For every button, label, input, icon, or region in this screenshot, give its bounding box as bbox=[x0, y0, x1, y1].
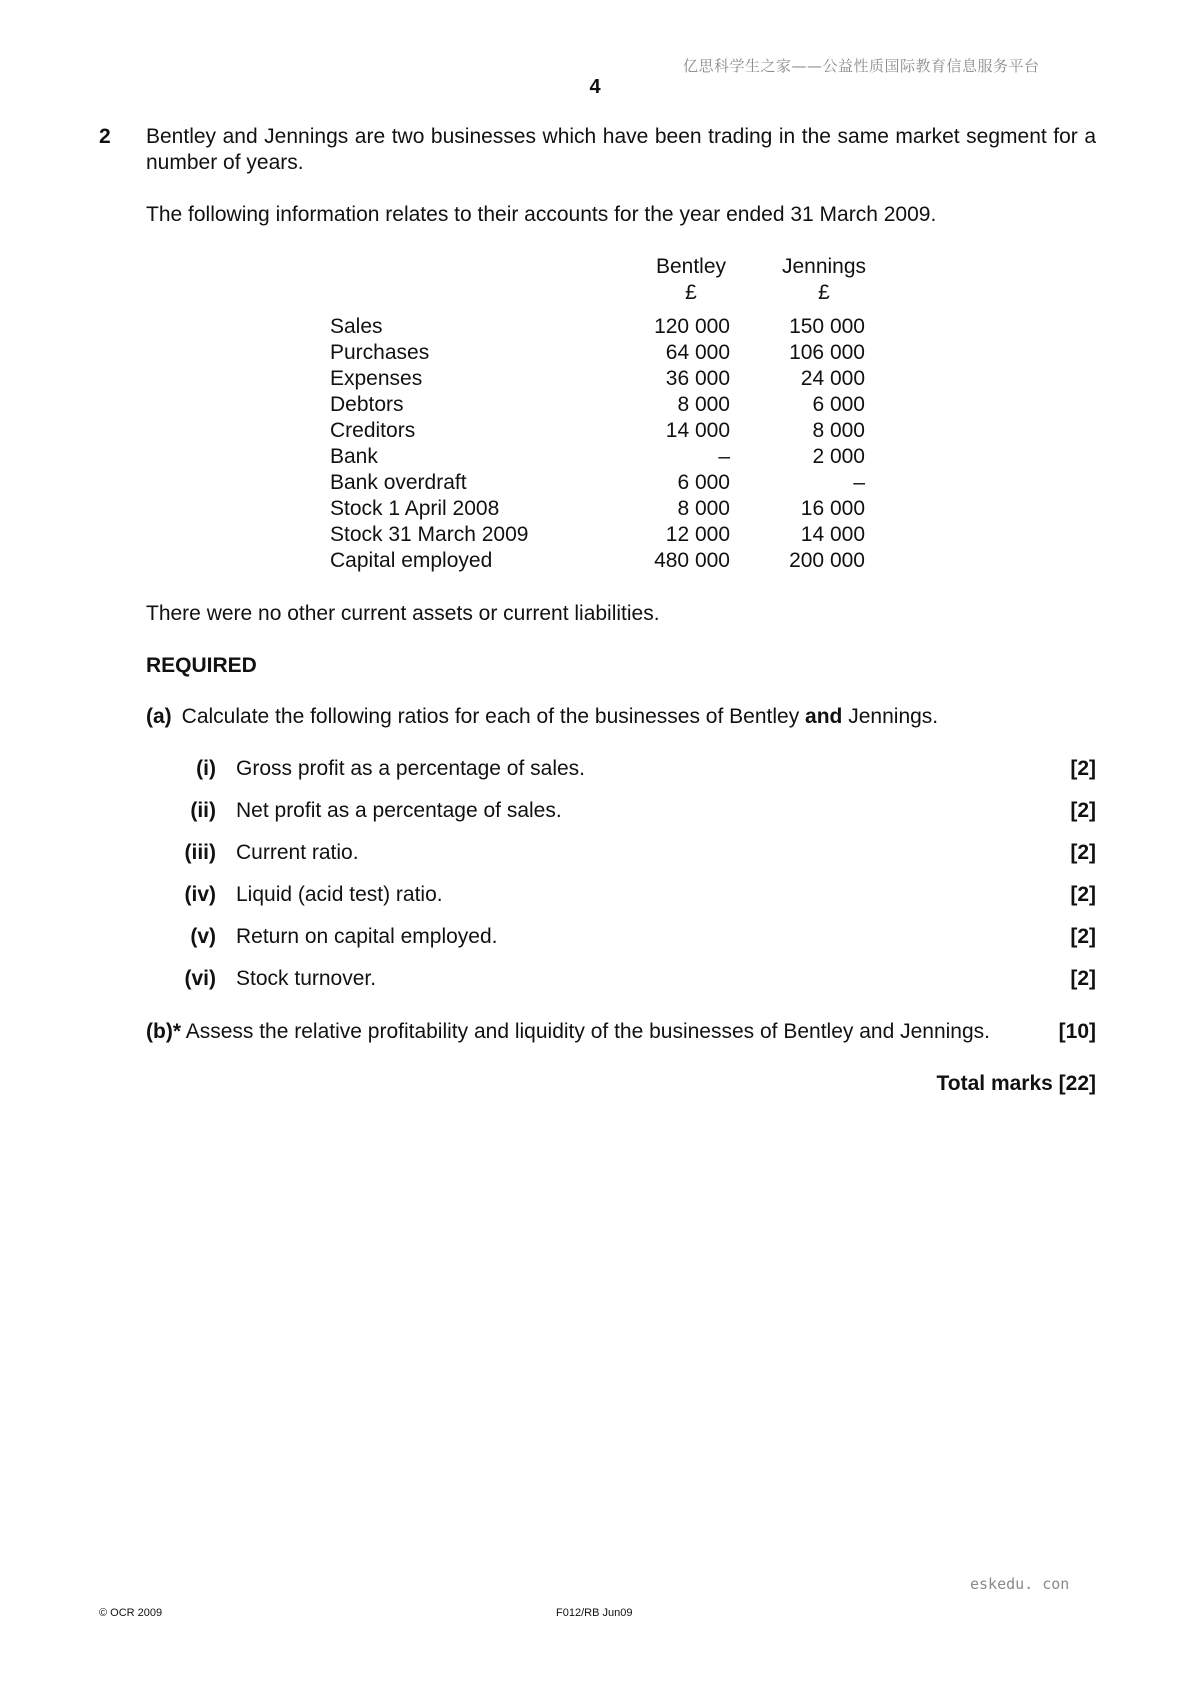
header-jennings-currency: £ bbox=[818, 281, 830, 304]
sub-question-number: (i) bbox=[196, 757, 216, 780]
sub-question-number: (v) bbox=[190, 925, 216, 948]
part-a-label: (a) bbox=[146, 705, 172, 728]
sub-question-text: Gross profit as a percentage of sales. bbox=[236, 757, 586, 780]
watermark-top: 亿思科学生之家——公益性质国际教育信息服务平台 bbox=[683, 57, 1040, 75]
sub-question-text: Current ratio. bbox=[236, 841, 359, 864]
sub-question bbox=[146, 799, 1096, 827]
sub-question bbox=[146, 757, 1096, 785]
row-label: Bank overdraft bbox=[330, 471, 467, 494]
row-label: Creditors bbox=[330, 419, 416, 442]
table-row bbox=[330, 522, 870, 548]
row-label: Expenses bbox=[330, 367, 423, 390]
sub-question-marks: [2] bbox=[1070, 841, 1096, 864]
part-a-text-before: Calculate the following ratios for each of the businesses of Bentley bbox=[181, 705, 800, 728]
sub-question-marks: [2] bbox=[1070, 925, 1096, 948]
sub-question-text: Net profit as a percentage of sales. bbox=[236, 799, 562, 822]
footer-copyright: © OCR 2009 bbox=[99, 1607, 163, 1619]
bentley-value: 6 000 bbox=[677, 471, 730, 494]
part-b-text: Assess the relative profitability and liquidity of the businesses of Bentley and Jennings. bbox=[185, 1020, 990, 1043]
part-a-text-after: Jennings. bbox=[848, 705, 939, 728]
row-label: Stock 31 March 2009 bbox=[330, 523, 529, 546]
jennings-value: 2 000 bbox=[812, 445, 865, 468]
jennings-value: 150 000 bbox=[789, 315, 865, 338]
accounts-table bbox=[330, 254, 870, 574]
jennings-value: 14 000 bbox=[800, 523, 865, 546]
note-text: There were no other current assets or current liabilities. bbox=[146, 602, 660, 625]
part-b-marks: [10] bbox=[1058, 1020, 1096, 1043]
page-number: 4 bbox=[589, 76, 601, 98]
table-row bbox=[330, 392, 870, 418]
sub-question-text: Liquid (acid test) ratio. bbox=[236, 883, 443, 906]
jennings-value: – bbox=[853, 471, 865, 494]
table-row bbox=[330, 340, 870, 366]
jennings-value: 16 000 bbox=[800, 497, 865, 520]
row-label: Bank bbox=[330, 445, 378, 468]
row-label: Sales bbox=[330, 315, 383, 338]
jennings-value: 8 000 bbox=[812, 419, 865, 442]
bentley-value: 480 000 bbox=[654, 549, 730, 572]
row-label: Stock 1 April 2008 bbox=[330, 497, 500, 520]
table-row bbox=[330, 444, 870, 470]
sub-question bbox=[146, 841, 1096, 869]
bentley-value: 36 000 bbox=[665, 367, 730, 390]
sub-question bbox=[146, 967, 1096, 995]
sub-question-marks: [2] bbox=[1070, 757, 1096, 780]
sub-question-number: (iv) bbox=[184, 883, 216, 906]
bentley-value: – bbox=[718, 445, 730, 468]
question-number: 2 bbox=[99, 125, 111, 148]
header-jennings bbox=[764, 254, 884, 306]
total-marks: Total marks [22] bbox=[936, 1072, 1096, 1095]
footer-paper-code: F012/RB Jun09 bbox=[556, 1607, 633, 1619]
jennings-value: 200 000 bbox=[789, 549, 865, 572]
sub-question-marks: [2] bbox=[1070, 967, 1096, 990]
header-bentley-currency: £ bbox=[685, 281, 697, 304]
bentley-value: 120 000 bbox=[654, 315, 730, 338]
bentley-value: 12 000 bbox=[665, 523, 730, 546]
question-info: The following information relates to their accounts for the year ended 31 March 2009. bbox=[146, 203, 937, 226]
sub-question bbox=[146, 883, 1096, 911]
table-row bbox=[330, 548, 870, 574]
part-a-prompt bbox=[146, 705, 938, 729]
table-row bbox=[330, 366, 870, 392]
table-body bbox=[330, 314, 870, 574]
sub-question-text: Stock turnover. bbox=[236, 967, 377, 990]
table-row bbox=[330, 470, 870, 496]
row-label: Purchases bbox=[330, 341, 430, 364]
sub-question-number: (ii) bbox=[190, 799, 216, 822]
row-label: Capital employed bbox=[330, 549, 493, 572]
table-row bbox=[330, 496, 870, 522]
table-row bbox=[330, 314, 870, 340]
required-heading: REQUIRED bbox=[146, 654, 257, 677]
bentley-value: 8 000 bbox=[677, 393, 730, 416]
sub-question-number: (vi) bbox=[184, 967, 216, 990]
header-bentley bbox=[631, 254, 751, 306]
table-row bbox=[330, 418, 870, 444]
jennings-value: 106 000 bbox=[789, 341, 865, 364]
sub-question-text: Return on capital employed. bbox=[236, 925, 498, 948]
part-a-text-bold: and bbox=[805, 705, 843, 728]
bentley-value: 64 000 bbox=[665, 341, 730, 364]
sub-question-marks: [2] bbox=[1070, 883, 1096, 906]
part-b-label: (b)* bbox=[146, 1020, 181, 1043]
row-label: Debtors bbox=[330, 393, 404, 416]
bentley-value: 8 000 bbox=[677, 497, 730, 520]
sub-question-marks: [2] bbox=[1070, 799, 1096, 822]
watermark-bottom: eskedu. con bbox=[970, 1575, 1070, 1593]
jennings-value: 6 000 bbox=[812, 393, 865, 416]
jennings-value: 24 000 bbox=[800, 367, 865, 390]
question-intro: Bentley and Jennings are two businesses which have been trading in the same market segment for a number of years. bbox=[146, 125, 1096, 174]
table-header bbox=[330, 254, 870, 314]
header-jennings-name: Jennings bbox=[781, 255, 867, 278]
sub-question-number: (iii) bbox=[184, 841, 216, 864]
sub-question bbox=[146, 925, 1096, 953]
part-b-question bbox=[146, 1020, 1096, 1044]
header-bentley-name: Bentley bbox=[655, 255, 727, 278]
bentley-value: 14 000 bbox=[665, 419, 730, 442]
